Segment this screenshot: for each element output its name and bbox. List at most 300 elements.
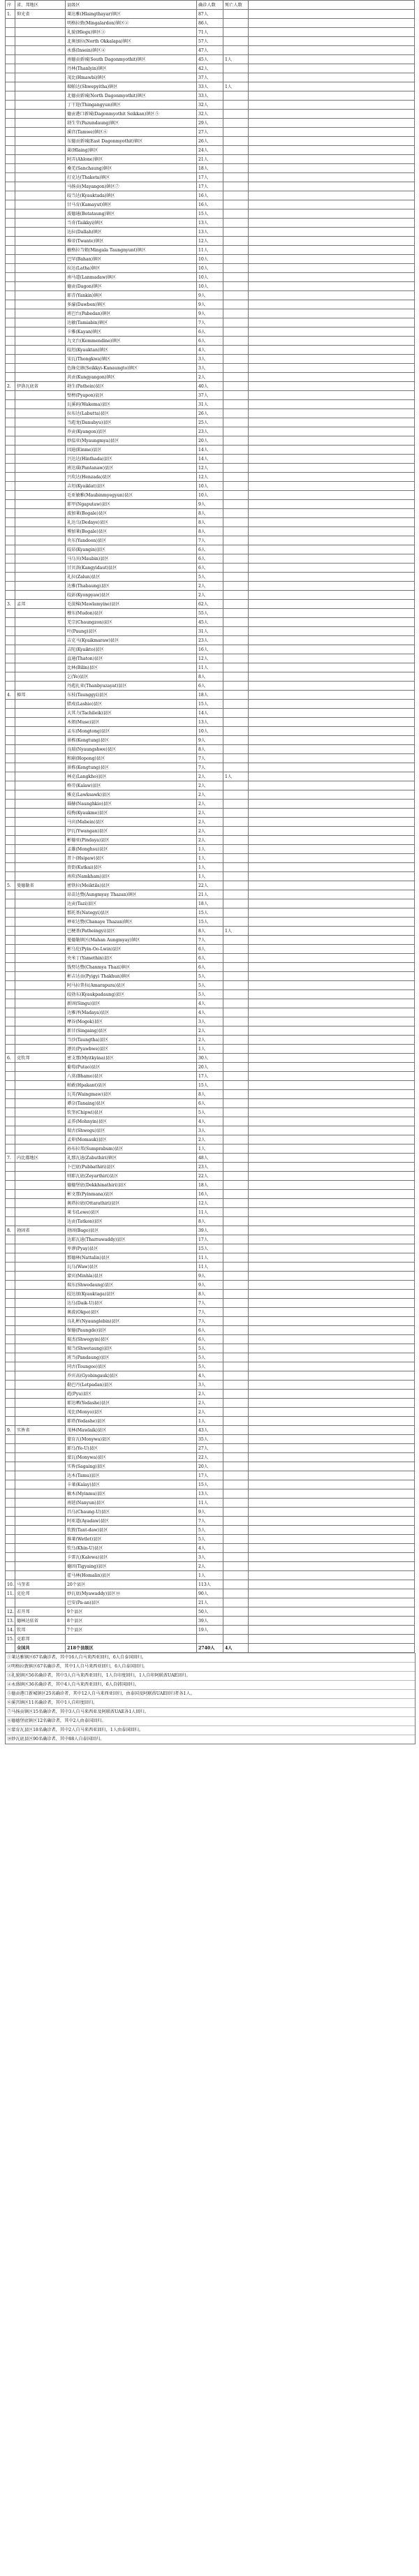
row-blank — [249, 845, 415, 854]
row-deaths — [223, 591, 249, 600]
row-district: 南德贡新城(South Dagonmyothit)镇区 — [66, 55, 197, 64]
row-blank — [249, 854, 415, 863]
row-blank — [249, 473, 415, 482]
row-cases: 6人 — [197, 337, 223, 346]
row-district: 宋瓦(Thongkwa)镇区 — [66, 355, 197, 364]
row-deaths — [223, 1508, 249, 1517]
table-row — [6, 1499, 415, 1508]
row-district: 大其力(Tachileik)县区 — [66, 709, 197, 718]
row-no — [6, 863, 15, 872]
table-row — [6, 963, 415, 972]
row-blank — [249, 1453, 415, 1462]
row-blank — [249, 591, 415, 600]
row-deaths — [223, 1571, 249, 1580]
table-row — [6, 391, 415, 400]
row-no — [6, 337, 15, 346]
row-state — [15, 1390, 66, 1399]
row-district: 林克(Langkho)县区 — [66, 772, 197, 781]
row-cases: 5人 — [197, 573, 223, 582]
row-blank — [249, 827, 415, 836]
row-blank — [249, 890, 415, 899]
row-district: 北奥加拉(North Okkalapa)镇区 — [66, 37, 197, 46]
row-state — [15, 618, 66, 627]
row-state — [15, 1453, 66, 1462]
row-blank — [249, 128, 415, 137]
row-district: 钱努达赞(Chanmya Thazi)镇区 — [66, 963, 197, 972]
row-district: 20个县区 — [66, 1580, 197, 1589]
row-cases: 20人 — [197, 436, 223, 446]
row-cases: 6人 — [197, 1335, 223, 1344]
row-no — [6, 500, 15, 509]
row-district: 比林(Bilin)县区 — [66, 663, 197, 672]
row-blank — [249, 609, 415, 618]
row-district: 昂苗达赞(Aungmyay Thazan)镇区 — [66, 890, 197, 899]
row-district: 昔卜(Hsipaw)县区 — [66, 854, 197, 863]
row-cases: 2人 — [197, 836, 223, 845]
row-state — [15, 573, 66, 582]
row-blank — [249, 1344, 415, 1353]
row-cases: 18人 — [197, 164, 223, 173]
row-deaths — [223, 191, 249, 200]
row-deaths — [223, 1217, 249, 1226]
row-cases: 11人 — [197, 1499, 223, 1508]
row-blank — [249, 727, 415, 736]
row-blank — [249, 1635, 415, 1644]
row-deaths — [223, 527, 249, 536]
row-no: 12. — [6, 1607, 15, 1617]
row-district: 礼那瓦迪(Zabuthiri)镇区 — [66, 1154, 197, 1163]
total-cases: 2740人 — [197, 1644, 223, 1653]
row-district: 桑羌(Sanchaung)镇区 — [66, 164, 197, 173]
row-deaths — [223, 854, 249, 863]
row-state — [15, 700, 66, 709]
row-no: 14. — [6, 1626, 15, 1635]
table-row — [6, 591, 415, 600]
table-row — [6, 173, 415, 182]
row-deaths — [223, 46, 249, 55]
row-blank — [249, 972, 415, 981]
row-cases: 23人 — [197, 636, 223, 645]
table-row — [6, 1362, 415, 1371]
row-no — [6, 64, 15, 73]
row-deaths — [223, 355, 249, 364]
row-state — [15, 781, 66, 790]
row-no — [6, 1553, 15, 1562]
row-no — [6, 718, 15, 727]
row-no — [6, 1263, 15, 1272]
row-cases: 2人 — [197, 827, 223, 836]
table-row — [6, 863, 415, 872]
row-district: 吉陀(Kyaikto)县区 — [66, 645, 197, 654]
row-cases: 8人 — [197, 527, 223, 536]
row-no — [6, 1444, 15, 1453]
row-no — [6, 182, 15, 191]
row-state — [15, 446, 66, 455]
row-blank — [249, 237, 415, 246]
row-district: 钦乌(Khin-U)县区 — [66, 1544, 197, 1553]
row-blank — [249, 382, 415, 391]
table-row — [6, 455, 415, 464]
row-cases: 86人 — [197, 19, 223, 28]
row-no — [6, 1499, 15, 1508]
row-cases: 6人 — [197, 554, 223, 564]
row-state — [15, 736, 66, 745]
row-blank — [249, 373, 415, 382]
table-row — [6, 1108, 415, 1117]
row-state — [15, 818, 66, 827]
row-blank — [249, 691, 415, 700]
row-no — [6, 727, 15, 736]
row-no — [6, 46, 15, 55]
table-row — [6, 64, 415, 73]
row-deaths — [223, 1135, 249, 1145]
row-cases: 39人 — [197, 1226, 223, 1235]
table-row — [6, 836, 415, 845]
row-no: 10. — [6, 1580, 15, 1589]
row-blank — [249, 1562, 415, 1571]
row-state — [15, 128, 66, 137]
row-no — [6, 219, 15, 228]
row-deaths — [223, 709, 249, 718]
row-cases: 87人 — [197, 10, 223, 19]
table-row — [6, 355, 415, 364]
row-state — [15, 255, 66, 264]
row-district: 皎彭(Kyonpyaw)县区 — [66, 591, 197, 600]
row-blank — [249, 736, 415, 745]
total-deaths: 4人 — [223, 1644, 249, 1653]
row-state: 孟邦 — [15, 600, 66, 609]
row-blank — [249, 1126, 415, 1135]
row-district: 伊瓦(Ywangan)县区 — [66, 827, 197, 836]
row-state — [15, 1435, 66, 1444]
row-state — [15, 1172, 66, 1181]
table-row — [6, 1453, 415, 1462]
row-no — [6, 836, 15, 845]
row-state — [15, 872, 66, 881]
row-state — [15, 654, 66, 663]
row-no: 5. — [6, 881, 15, 890]
row-blank — [249, 500, 415, 509]
table-row — [6, 1399, 415, 1408]
row-cases: 10人 — [197, 727, 223, 736]
row-deaths — [223, 1580, 249, 1589]
row-state — [15, 500, 66, 509]
table-row — [6, 491, 415, 500]
row-cases: 9人 — [197, 1272, 223, 1281]
row-state: 掸邦 — [15, 691, 66, 700]
row-state — [15, 981, 66, 990]
row-district: 皎当达(Kyauktada)镇区 — [66, 191, 197, 200]
table-row — [6, 908, 415, 918]
row-state — [15, 1235, 66, 1244]
row-blank — [249, 400, 415, 409]
table-row — [6, 228, 415, 237]
row-state — [15, 908, 66, 918]
row-district: 卡莱(Kalay)县区 — [66, 1480, 197, 1489]
footnote: ③礼貌镇区56名确诊者，其中3人自马来西亚回归，1人自印度回归，1人自印阿联酋UAE回归。 — [6, 1671, 415, 1680]
row-district: 和崩(Hopong)县区 — [66, 754, 197, 763]
row-no: 7. — [6, 1154, 15, 1163]
row-cases: 8人 — [197, 1290, 223, 1299]
row-no — [6, 736, 15, 745]
row-deaths: 1人 — [223, 82, 249, 91]
table-row — [6, 209, 415, 219]
row-blank — [249, 1063, 415, 1072]
table-row — [6, 446, 415, 455]
table-row — [6, 1535, 415, 1544]
row-blank — [249, 1163, 415, 1172]
table-row — [6, 1626, 415, 1635]
row-no — [6, 55, 15, 64]
row-state — [15, 1145, 66, 1154]
row-cases: 1人 — [197, 872, 223, 881]
row-deaths — [223, 309, 249, 318]
row-state — [15, 518, 66, 527]
row-state — [15, 1017, 66, 1026]
row-deaths — [223, 1272, 249, 1281]
row-blank — [249, 881, 415, 890]
row-deaths — [223, 19, 249, 28]
table-row — [6, 518, 415, 527]
table-row — [6, 1308, 415, 1317]
row-cases: 2人 — [197, 373, 223, 382]
row-deaths — [223, 1607, 249, 1617]
row-deaths — [223, 273, 249, 282]
row-blank — [249, 1617, 415, 1626]
row-state — [15, 582, 66, 591]
row-deaths — [223, 173, 249, 182]
table-row — [6, 1390, 415, 1399]
row-cases: 2人 — [197, 1399, 223, 1408]
total-blank — [249, 1644, 415, 1653]
row-state — [15, 300, 66, 309]
row-district: 丹彪扎亚(Thanbyuzayat)县区 — [66, 682, 197, 691]
row-cases: 4人 — [197, 346, 223, 355]
row-deaths — [223, 727, 249, 736]
row-district: 北德贡新城(North Dagonmyothit)镇区 — [66, 91, 197, 101]
row-blank — [249, 1589, 415, 1598]
row-state — [15, 110, 66, 119]
row-deaths — [223, 1553, 249, 1562]
row-no — [6, 37, 15, 46]
row-blank — [249, 899, 415, 908]
row-cases: 1人 — [197, 863, 223, 872]
row-cases: 5人 — [197, 1535, 223, 1544]
row-deaths — [223, 663, 249, 672]
row-district: 那德林(Nattalin)县区 — [66, 1253, 197, 1263]
row-state — [15, 554, 66, 564]
row-state — [15, 945, 66, 954]
row-cases: 26人 — [197, 409, 223, 418]
row-no — [6, 427, 15, 436]
row-district: 甘贝洛(Kangyidaut)县区 — [66, 564, 197, 573]
row-blank — [249, 1571, 415, 1580]
row-blank — [249, 518, 415, 527]
table-row — [6, 500, 415, 509]
row-district: 南坎(Namkham)县区 — [66, 872, 197, 881]
row-no — [6, 455, 15, 464]
row-blank — [249, 327, 415, 337]
row-deaths — [223, 990, 249, 999]
row-cases: 6人 — [197, 963, 223, 972]
table-row — [6, 1462, 415, 1471]
row-blank — [249, 155, 415, 164]
row-cases: 17人 — [197, 182, 223, 191]
row-state — [15, 709, 66, 718]
row-cases: 15人 — [197, 908, 223, 918]
row-district: 九文台(Kemmendine)镇区 — [66, 337, 197, 346]
row-district: 德贡(Dagon)镇区 — [66, 282, 197, 291]
row-no — [6, 1099, 15, 1108]
row-deaths — [223, 618, 249, 627]
row-deaths — [223, 645, 249, 654]
row-no: 3. — [6, 600, 15, 609]
table-row — [6, 291, 415, 300]
row-cases: 11人 — [197, 663, 223, 672]
row-blank — [249, 309, 415, 318]
row-blank — [249, 1598, 415, 1607]
case-table — [5, 0, 415, 1653]
table-row — [6, 264, 415, 273]
row-blank — [249, 91, 415, 101]
row-state — [15, 200, 66, 209]
row-deaths — [223, 264, 249, 273]
row-blank — [249, 927, 415, 936]
row-cases: 9人 — [197, 736, 223, 745]
row-district: 景栋(Kengtung)县区 — [66, 763, 197, 772]
row-no — [6, 73, 15, 82]
row-district: 南延(Nanyun)县区 — [66, 1499, 197, 1508]
table-row — [6, 682, 415, 691]
row-deaths — [223, 881, 249, 890]
table-row — [6, 727, 415, 736]
row-blank — [249, 200, 415, 209]
table-row — [6, 890, 415, 899]
row-state — [15, 264, 66, 273]
table-row — [6, 1508, 415, 1517]
row-cases: 14人 — [197, 455, 223, 464]
row-blank — [249, 663, 415, 672]
row-state — [15, 155, 66, 164]
row-blank — [249, 1462, 415, 1471]
row-cases: 9人 — [197, 309, 223, 318]
row-no — [6, 282, 15, 291]
table-row — [6, 327, 415, 337]
row-cases: 12人 — [197, 464, 223, 473]
row-blank — [249, 1544, 415, 1553]
row-district: 礼貌(Hlegu)镇区③ — [66, 28, 197, 37]
row-blank — [249, 1526, 415, 1535]
table-row — [6, 600, 415, 609]
row-district: 敏格拉当娘(Mingala Taungnyunt)镇区 — [66, 246, 197, 255]
row-no — [6, 1399, 15, 1408]
row-blank — [249, 55, 415, 64]
row-deaths — [223, 564, 249, 573]
row-cases: 17人 — [197, 1235, 223, 1244]
row-no: 15. — [6, 1635, 15, 1644]
row-blank — [249, 754, 415, 763]
row-deaths — [223, 1326, 249, 1335]
table-row — [6, 672, 415, 682]
row-no — [6, 618, 15, 627]
table-row — [6, 1517, 415, 1526]
row-state — [15, 1362, 66, 1371]
row-blank — [249, 709, 415, 718]
row-deaths — [223, 473, 249, 482]
footnote: ⑨蒙育瓦县区18名确诊者，其中2人自马来西亚回归，1人由泰国回归。 — [6, 1725, 415, 1735]
row-deaths — [223, 1226, 249, 1235]
row-district: 丹林(Thanlyin)镇区 — [66, 64, 197, 73]
row-state — [15, 1408, 66, 1417]
row-district: 央米丁(Yamethin)县区 — [66, 954, 197, 963]
table-body — [6, 10, 415, 1653]
table-row — [6, 1480, 415, 1489]
row-state — [15, 1190, 66, 1199]
row-state — [15, 1290, 66, 1299]
row-cases: 13人 — [197, 219, 223, 228]
row-blank — [249, 872, 415, 881]
row-blank — [249, 700, 415, 709]
row-cases: 1人 — [197, 1045, 223, 1054]
row-state — [15, 273, 66, 282]
row-blank — [249, 391, 415, 400]
row-blank — [249, 1135, 415, 1145]
row-state — [15, 400, 66, 409]
row-state: 实皆省 — [15, 1426, 66, 1435]
row-no — [6, 763, 15, 772]
row-no — [6, 1489, 15, 1499]
row-no — [6, 200, 15, 209]
table-row — [6, 1017, 415, 1026]
row-no — [6, 800, 15, 809]
row-deaths: 1人 — [223, 927, 249, 936]
row-deaths — [223, 573, 249, 582]
row-blank — [249, 355, 415, 364]
row-cases: 6人 — [197, 1326, 223, 1335]
table-row — [6, 119, 415, 128]
row-deaths — [223, 1181, 249, 1190]
table-row — [6, 1181, 415, 1190]
row-blank — [249, 1317, 415, 1326]
table-row — [6, 409, 415, 418]
row-blank — [249, 936, 415, 945]
row-blank — [249, 564, 415, 573]
row-cases: 2人 — [197, 800, 223, 809]
row-deaths — [223, 73, 249, 82]
row-state — [15, 545, 66, 554]
row-no — [6, 237, 15, 246]
row-district: 妙瓦底(Myawaddy)县区⑩ — [66, 1589, 197, 1598]
row-blank — [249, 209, 415, 219]
table-row — [6, 827, 415, 836]
row-no: 13. — [6, 1617, 15, 1626]
table-row — [6, 954, 415, 963]
row-blank — [249, 64, 415, 73]
row-cases: 16人 — [197, 645, 223, 654]
table-row — [6, 1580, 415, 1589]
row-blank — [249, 1208, 415, 1217]
row-district: 直通(Thaton)县区 — [66, 654, 197, 663]
row-no — [6, 1172, 15, 1181]
row-no — [6, 1371, 15, 1381]
row-state — [15, 1444, 66, 1453]
row-district: 则耶瓦底(Zeyarthiri)县区 — [66, 1172, 197, 1181]
row-state — [15, 1381, 66, 1390]
row-district: 皎梅(Kyaukme)县区 — [66, 809, 197, 818]
row-deaths — [223, 1408, 249, 1417]
row-state — [15, 427, 66, 436]
row-cases: 3人 — [197, 1553, 223, 1562]
